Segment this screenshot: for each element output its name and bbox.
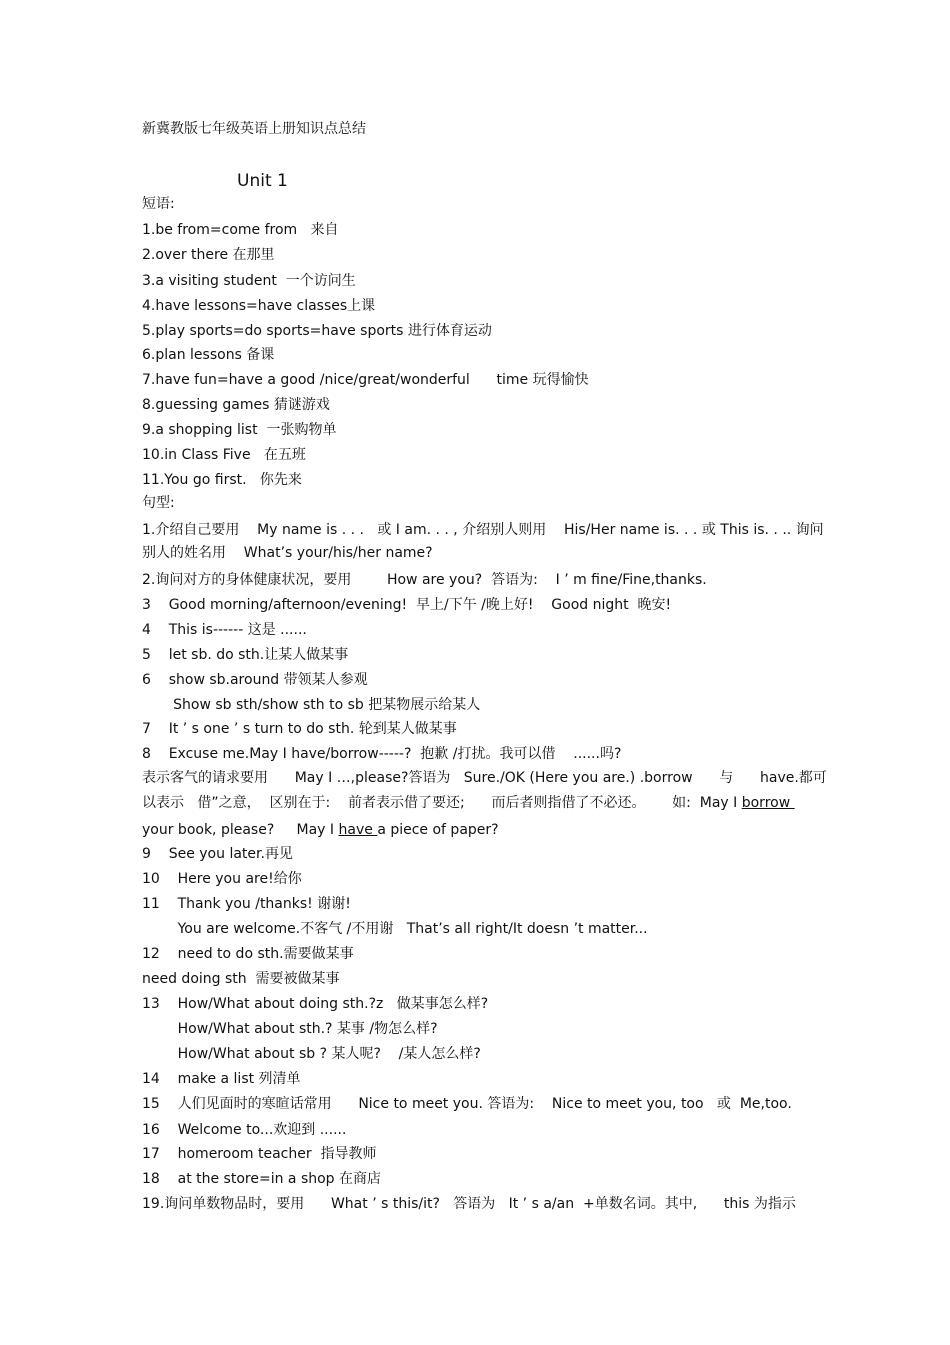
sentence-item: 12 need to do sth.需要做某事 <box>142 946 354 962</box>
sentence-item: 别人的姓名用 What’s your/his/her name? <box>142 545 433 561</box>
phrase-item: 9.a shopping list 一张购物单 <box>142 422 337 438</box>
phrase-item: 5.play sports=do sports=have sports 进行体育运动 <box>142 323 492 339</box>
sentence-item <box>142 794 795 812</box>
sentences-heading: 句型: <box>142 495 175 511</box>
sentence-item: Show sb sth/show sth to sb 把某物展示给某人 <box>142 697 481 713</box>
phrase-item: 8.guessing games 猜谜游戏 <box>142 397 330 413</box>
phrases-heading: 短语: <box>142 196 175 212</box>
sentence-item: You are welcome.不客气 /不用谢 That’s all right/It doesn ’t matter... <box>142 921 648 937</box>
sentence-item: 13 How/What about doing sth.?z 做某事怎么样? <box>142 996 489 1012</box>
phrase-item: 6.plan lessons 备课 <box>142 347 275 363</box>
sentence-item: 6 show sb.around 带领某人参观 <box>142 672 368 688</box>
sentence-item: 17 homeroom teacher 指导教师 <box>142 1146 377 1162</box>
sentence-item: 9 See you later.再见 <box>142 846 293 862</box>
phrase-item: 2.over there 在那里 <box>142 247 275 263</box>
sentence-text: 以表示 借”之意， 区别在于: 前者表示借了要还; 而后者则指借了不必还。 如: May I <box>142 795 742 811</box>
phrase-item: 10.in Class Five 在五班 <box>142 447 306 463</box>
phrase-item: 4.have lessons=have classes上课 <box>142 298 376 314</box>
phrase-item: 1.be from=come from 来自 <box>142 222 339 238</box>
sentence-item: 16 Welcome to...欢迎到 ...... <box>142 1122 347 1138</box>
phrase-item: 3.a visiting student 一个访问生 <box>142 273 356 289</box>
sentence-item: 2.询问对方的身体健康状况，要用 How are you? 答语为: I ’ m fine/Fine,thanks. <box>142 572 707 588</box>
sentence-item: 1.介绍自己要用 My name is . . . 或 I am. . . , 介绍别人则用 His/Her name is. . . 或 This is. . .. 询问 <box>142 522 824 538</box>
sentence-text: a piece of paper? <box>377 822 499 838</box>
sentence-item: 11 Thank you /thanks! 谢谢! <box>142 896 351 912</box>
sentence-item <box>142 821 499 839</box>
sentence-item: 5 let sb. do sth.让某人做某事 <box>142 647 349 663</box>
sentence-item: 3 Good morning/afternoon/evening! 早上/下午 /晚上好! Good night 晚安! <box>142 597 672 613</box>
underlined-word: borrow <box>741 795 795 811</box>
phrase-item: 11.You go first. 你先来 <box>142 472 302 488</box>
sentence-item: 8 Excuse me.May I have/borrow-----? 抱歉 /打扰。我可以借 ......吗? <box>142 746 622 762</box>
sentence-item: 4 This is------ 这是 ...... <box>142 622 307 638</box>
sentence-item: 14 make a list 列清单 <box>142 1071 301 1087</box>
sentence-item: 7 It ’ s one ’ s turn to do sth. 轮到某人做某事 <box>142 721 457 737</box>
document-title: 新冀教版七年级英语上册知识点总结 <box>142 121 366 137</box>
sentence-item: need doing sth 需要被做某事 <box>142 971 340 987</box>
sentence-item: 19.询问单数物品时，要用 What ’ s this/it? 答语为 It ’ s a/an +单数名词。其中, this 为指示 <box>142 1196 796 1212</box>
sentence-item: 表示客气的请求要用 May I …,please?答语为 Sure./OK (Here you are.) .borrow 与 have.都可 <box>142 770 827 786</box>
unit-heading: Unit 1 <box>237 171 288 191</box>
phrase-item: 7.have fun=have a good /nice/great/wonderful time 玩得愉快 <box>142 372 589 388</box>
sentence-item: 18 at the store=in a shop 在商店 <box>142 1171 382 1187</box>
sentence-item: How/What about sth.? 某事 /物怎么样? <box>142 1021 438 1037</box>
sentence-text: your book, please? May I <box>142 822 339 838</box>
sentence-item: How/What about sb ? 某人呢? /某人怎么样? <box>142 1046 481 1062</box>
underlined-word: have <box>338 822 378 838</box>
sentence-item: 15 人们见面时的寒暄话常用 Nice to meet you. 答语为: Nice to meet you, too 或 Me,too. <box>142 1096 792 1112</box>
sentence-item: 10 Here you are!给你 <box>142 871 302 887</box>
